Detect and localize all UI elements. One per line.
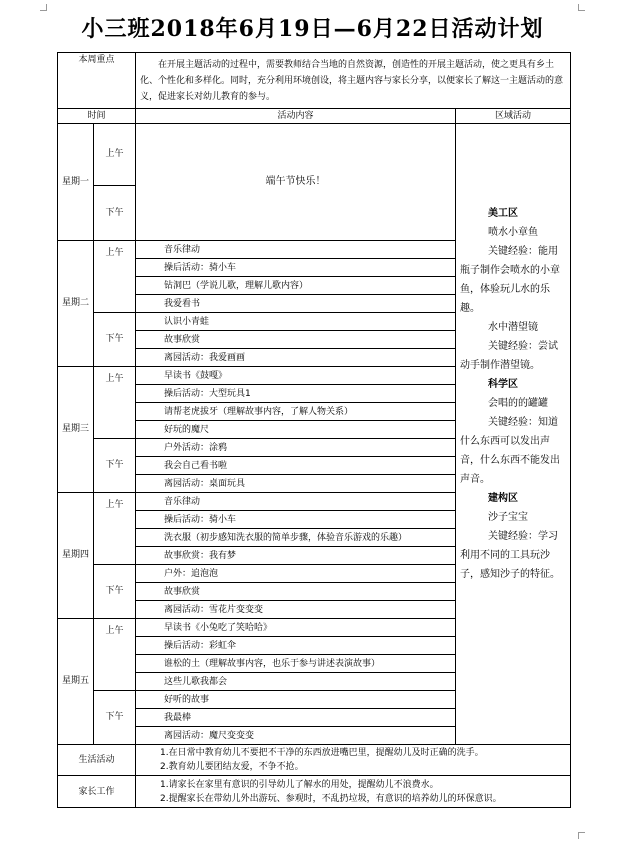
document-title: 小三班2018年6月19日—6月22日活动计划 <box>81 16 544 42</box>
activity-item: 早读书《鼓嘎》 <box>136 367 456 385</box>
area-activity-name: 水中潜望镜 <box>488 322 539 333</box>
parent-row <box>58 776 571 808</box>
day-name: 星期三 <box>61 424 89 434</box>
area-heading: 建构区 <box>488 493 519 504</box>
pm-text: 下午 <box>105 586 124 596</box>
parent-item: 2.提醒家长在带幼儿外出游玩、参观时，不乱扔垃圾，有意识的培养幼儿的环保意识。 <box>160 793 502 804</box>
life-item: 1.在日常中教育幼儿不要把不干净的东西放进嘴巴里，提醒幼儿及时正确的洗手。 <box>160 748 484 758</box>
pm-text: 下午 <box>105 207 124 218</box>
page-corner-mark <box>40 4 47 11</box>
life-item: 2.教育幼儿要团结友爱，不争不抢。 <box>160 762 304 772</box>
area-heading: 美工区 <box>488 208 519 219</box>
focus-text: 在开展主题活动的过程中，需要教师结合当地的自然资源，创造性的开展主题活动，使之更具有乡土化、个性化和多样化。同时，充分利用环境创设，将主题内容与家长分享，以便家长了解这一主题活动的意义，促进家长对幼儿教育的参与。 <box>136 53 571 109</box>
am-label <box>94 241 136 313</box>
activity-item: 我最棒 <box>136 709 456 727</box>
life-row <box>58 745 571 776</box>
activity-item: 操后活动：骑小车 <box>136 511 456 529</box>
am-text: 上午 <box>105 149 124 159</box>
day-label <box>58 367 94 493</box>
day-name: 星期一 <box>61 176 89 187</box>
festival-note: 端午节快乐！ <box>136 124 456 241</box>
activity-item: 钻洞巴（学说儿歌，理解儿歌内容） <box>136 277 456 295</box>
pm-label <box>94 565 136 619</box>
activity-item: 户外：追泡泡 <box>136 565 456 583</box>
pm-label <box>94 186 136 241</box>
am-text: 上午 <box>105 248 124 258</box>
page-corner-mark <box>578 832 585 839</box>
activity-item: 离园活动：魔尺变变变 <box>136 727 456 745</box>
area-key-experience: 关键经验：能用瓶子制作会喷水的小章鱼，体验玩儿水的乐趣。 <box>460 246 561 314</box>
activity-item: 这些儿歌我都会 <box>136 673 456 691</box>
parent-item: 1.请家长在家里有意识的引导幼儿了解水的用处，提醒幼儿不浪费水。 <box>160 779 439 790</box>
area-heading: 科学区 <box>488 379 519 390</box>
activity-item: 离园活动：我爱画画 <box>136 349 456 367</box>
am-label <box>94 367 136 439</box>
header-area: 区域活动 <box>456 109 571 124</box>
activity-item: 我会自己看书啦 <box>136 457 456 475</box>
life-items <box>136 745 571 776</box>
activity-item: 请帮老虎拔牙（理解故事内容，了解人物关系） <box>136 403 456 421</box>
activity-item: 操后活动：彩虹伞 <box>136 637 456 655</box>
activity-item: 故事欣赏 <box>136 331 456 349</box>
pm-label <box>94 439 136 493</box>
plan-table <box>57 52 571 808</box>
activity-item: 好听的故事 <box>136 691 456 709</box>
am-label <box>94 124 136 186</box>
day-label <box>58 619 94 745</box>
pm-text: 下午 <box>105 712 124 722</box>
area-key-experience: 关键经验：知道什么东西可以发出声音，什么东西不能发出声音。 <box>460 417 561 485</box>
area-activities <box>456 124 571 745</box>
am-label <box>94 493 136 565</box>
day-name: 星期四 <box>61 550 89 560</box>
header-content: 活动内容 <box>136 109 456 124</box>
parent-label: 家长工作 <box>58 776 136 808</box>
area-key-experience: 关键经验：学习利用不同的工具玩沙子，感知沙子的特征。 <box>460 531 561 580</box>
activity-item: 音乐律动 <box>136 493 456 511</box>
area-key-experience: 关键经验：尝试动手制作潜望镜。 <box>460 341 559 371</box>
area-activity-name: 会唱的的罐罐 <box>488 398 549 409</box>
area-activity-name: 沙子宝宝 <box>488 512 529 523</box>
activity-item: 音乐律动 <box>136 241 456 259</box>
am-text: 上午 <box>105 626 124 636</box>
schedule-row <box>58 124 571 186</box>
activity-item: 我爱看书 <box>136 295 456 313</box>
day-label <box>58 124 94 241</box>
activity-item: 操后活动：骑小车 <box>136 259 456 277</box>
activity-item: 操后活动：大型玩具1 <box>136 385 456 403</box>
activity-item: 早读书《小兔吃了笑哈哈》 <box>136 619 456 637</box>
day-name: 星期五 <box>61 676 89 686</box>
activity-item: 认识小青蛙 <box>136 313 456 331</box>
parent-items <box>136 776 571 808</box>
activity-item: 谁松的土（理解故事内容，也乐于参与讲述表演故事） <box>136 655 456 673</box>
activity-item: 好玩的魔尺 <box>136 421 456 439</box>
activity-item: 故事欣赏 <box>136 583 456 601</box>
day-label <box>58 493 94 619</box>
am-text: 上午 <box>105 374 124 384</box>
am-text: 上午 <box>105 500 124 510</box>
pm-text: 下午 <box>105 460 124 470</box>
page-corner-mark <box>578 4 585 11</box>
activity-item: 离园活动：桌面玩具 <box>136 475 456 493</box>
life-label: 生活活动 <box>58 745 136 776</box>
area-activity-name: 喷水小章鱼 <box>488 227 539 238</box>
activity-item: 户外活动：涂鸦 <box>136 439 456 457</box>
header-time: 时间 <box>58 109 136 124</box>
header-row <box>58 109 571 124</box>
activity-item: 洗衣服（初步感知洗衣服的简单步骤，体验音乐游戏的乐趣） <box>136 529 456 547</box>
day-name: 星期二 <box>61 298 89 308</box>
pm-label <box>94 313 136 367</box>
pm-label <box>94 691 136 745</box>
day-label <box>58 241 94 367</box>
focus-row <box>58 53 571 109</box>
pm-text: 下午 <box>105 334 124 344</box>
focus-label: 本周重点 <box>58 53 136 109</box>
activity-item: 离园活动：雪花片变变变 <box>136 601 456 619</box>
activity-item: 故事欣赏：我有梦 <box>136 547 456 565</box>
am-label <box>94 619 136 691</box>
